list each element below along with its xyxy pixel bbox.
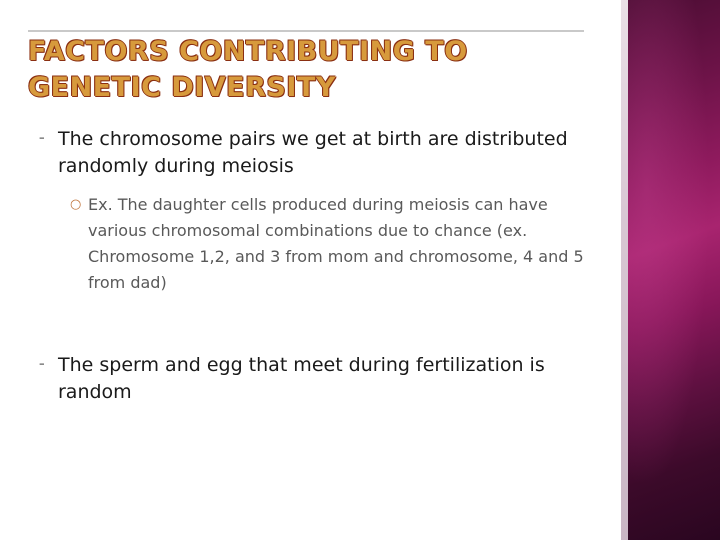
bullet-marker-icon: ⁃: [38, 130, 46, 148]
slide-title: [28, 34, 588, 106]
title-line-1: FACTORS CONTRIBUTING TO: [28, 36, 468, 67]
slide-body: [30, 126, 616, 410]
title-line-2: GENETIC DIVERSITY: [28, 72, 336, 103]
bullet-marker-icon: ⁃: [38, 356, 46, 374]
body-spacer: [30, 296, 616, 352]
title-divider: [28, 30, 584, 32]
bullet-item-3: [30, 352, 616, 406]
sub-bullet-marker-icon: ○: [70, 197, 82, 212]
decorative-band-edge: [621, 0, 628, 540]
decorative-right-band: [628, 0, 720, 540]
bullet-item-1: [30, 126, 616, 180]
bullet-item-2: [70, 192, 610, 296]
bullet-text-2: Ex. The daughter cells produced during meiosis can have various chromosomal combinations due to chance (ex. Chromosome 1,2, and 3 from mom and chromosome, 4 and 5 from dad): [88, 195, 584, 292]
bullet-text-3: The sperm and egg that meet during fertilization is random: [58, 354, 545, 403]
bullet-text-1: The chromosome pairs we get at birth are distributed randomly during meiosis: [58, 128, 568, 177]
